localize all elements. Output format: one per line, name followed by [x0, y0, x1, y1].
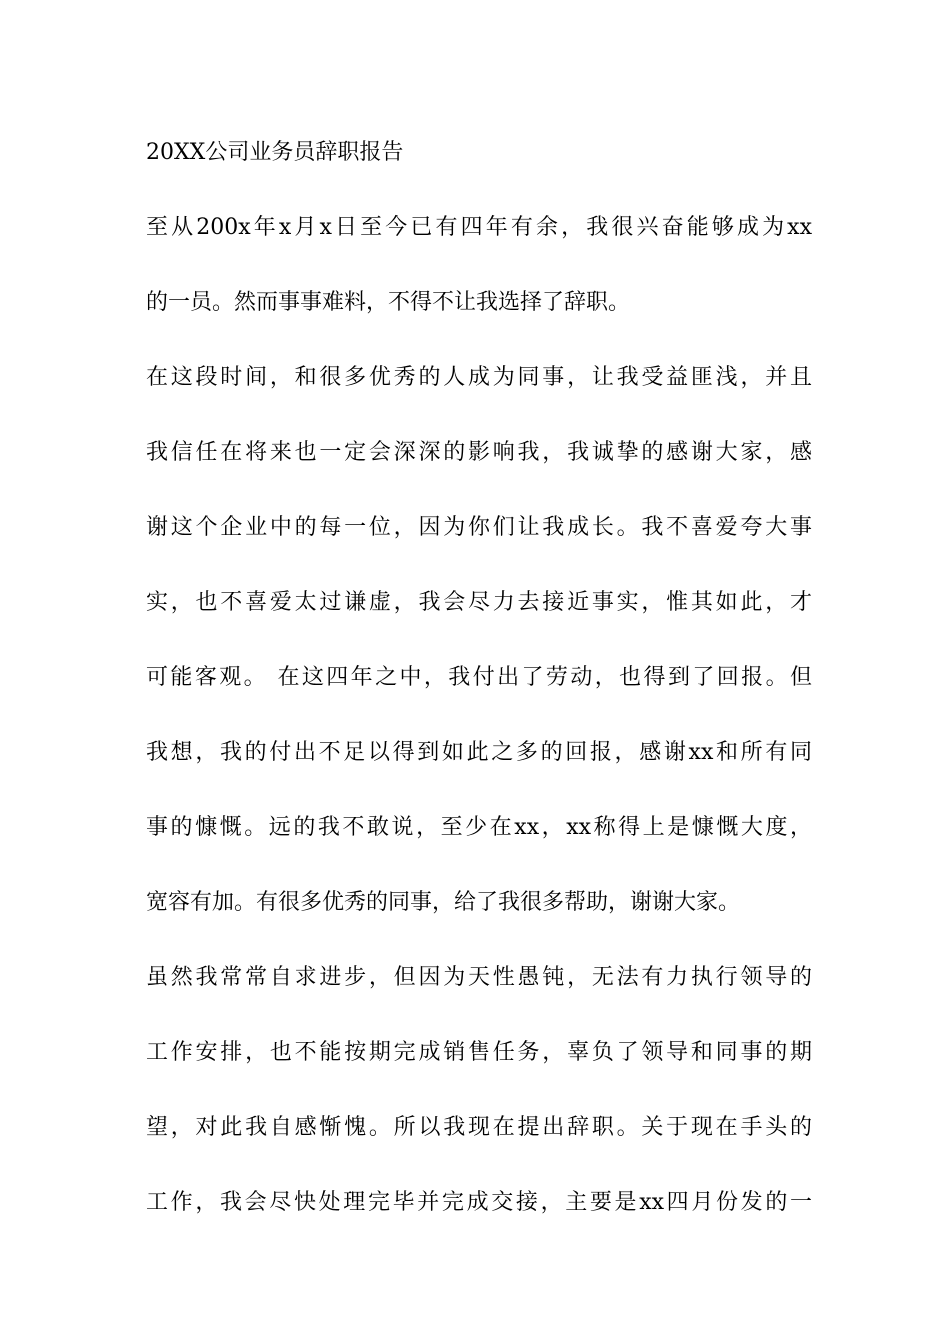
paragraph-line: 工作，我会尽快处理完毕并完成交接，主要是xx四月份发的一 [146, 1190, 812, 1215]
paragraph-line: 望，对此我自感惭愧。所以我现在提出辞职。关于现在手头的 [146, 1115, 812, 1140]
paragraph-1 [146, 209, 812, 359]
paragraph-line: 在这段时间，和很多优秀的人成为同事，让我受益匪浅，并且 [146, 365, 812, 390]
paragraph-line: 工作安排，也不能按期完成销售任务，辜负了领导和同事的期 [146, 1040, 812, 1065]
paragraph-2 [146, 359, 812, 959]
paragraph-line: 的一员。然而事事难料，不得不让我选择了辞职。 [146, 290, 631, 315]
paragraph-line: 可能客观。 在这四年之中，我付出了劳动，也得到了回报。但 [146, 665, 812, 690]
document-body [146, 134, 812, 1259]
paragraph-line: 实，也不喜爱太过谦虚，我会尽力去接近事实，惟其如此，才 [146, 590, 812, 615]
paragraph-line: 我想，我的付出不足以得到如此之多的回报，感谢xx和所有同 [146, 740, 812, 765]
paragraph-line: 我信任在将来也一定会深深的影响我，我诚挚的感谢大家，感 [146, 440, 812, 465]
paragraph-line: 谢这个企业中的每一位，因为你们让我成长。我不喜爱夸大事 [146, 515, 812, 540]
paragraph-line: 至从200x年x月x日至今已有四年有余，我很兴奋能够成为xx [146, 215, 812, 240]
paragraph-line: 事的慷慨。远的我不敢说，至少在xx，xx称得上是慷慨大度， [146, 815, 812, 840]
paragraph-line: 宽容有加。有很多优秀的同事，给了我很多帮助，谢谢大家。 [146, 890, 741, 915]
paragraph-line: 虽然我常常自求进步，但因为天性愚钝，无法有力执行领导的 [146, 965, 812, 990]
paragraph-3 [146, 959, 812, 1259]
document-title: 20XX公司业务员辞职报告 [146, 140, 404, 165]
